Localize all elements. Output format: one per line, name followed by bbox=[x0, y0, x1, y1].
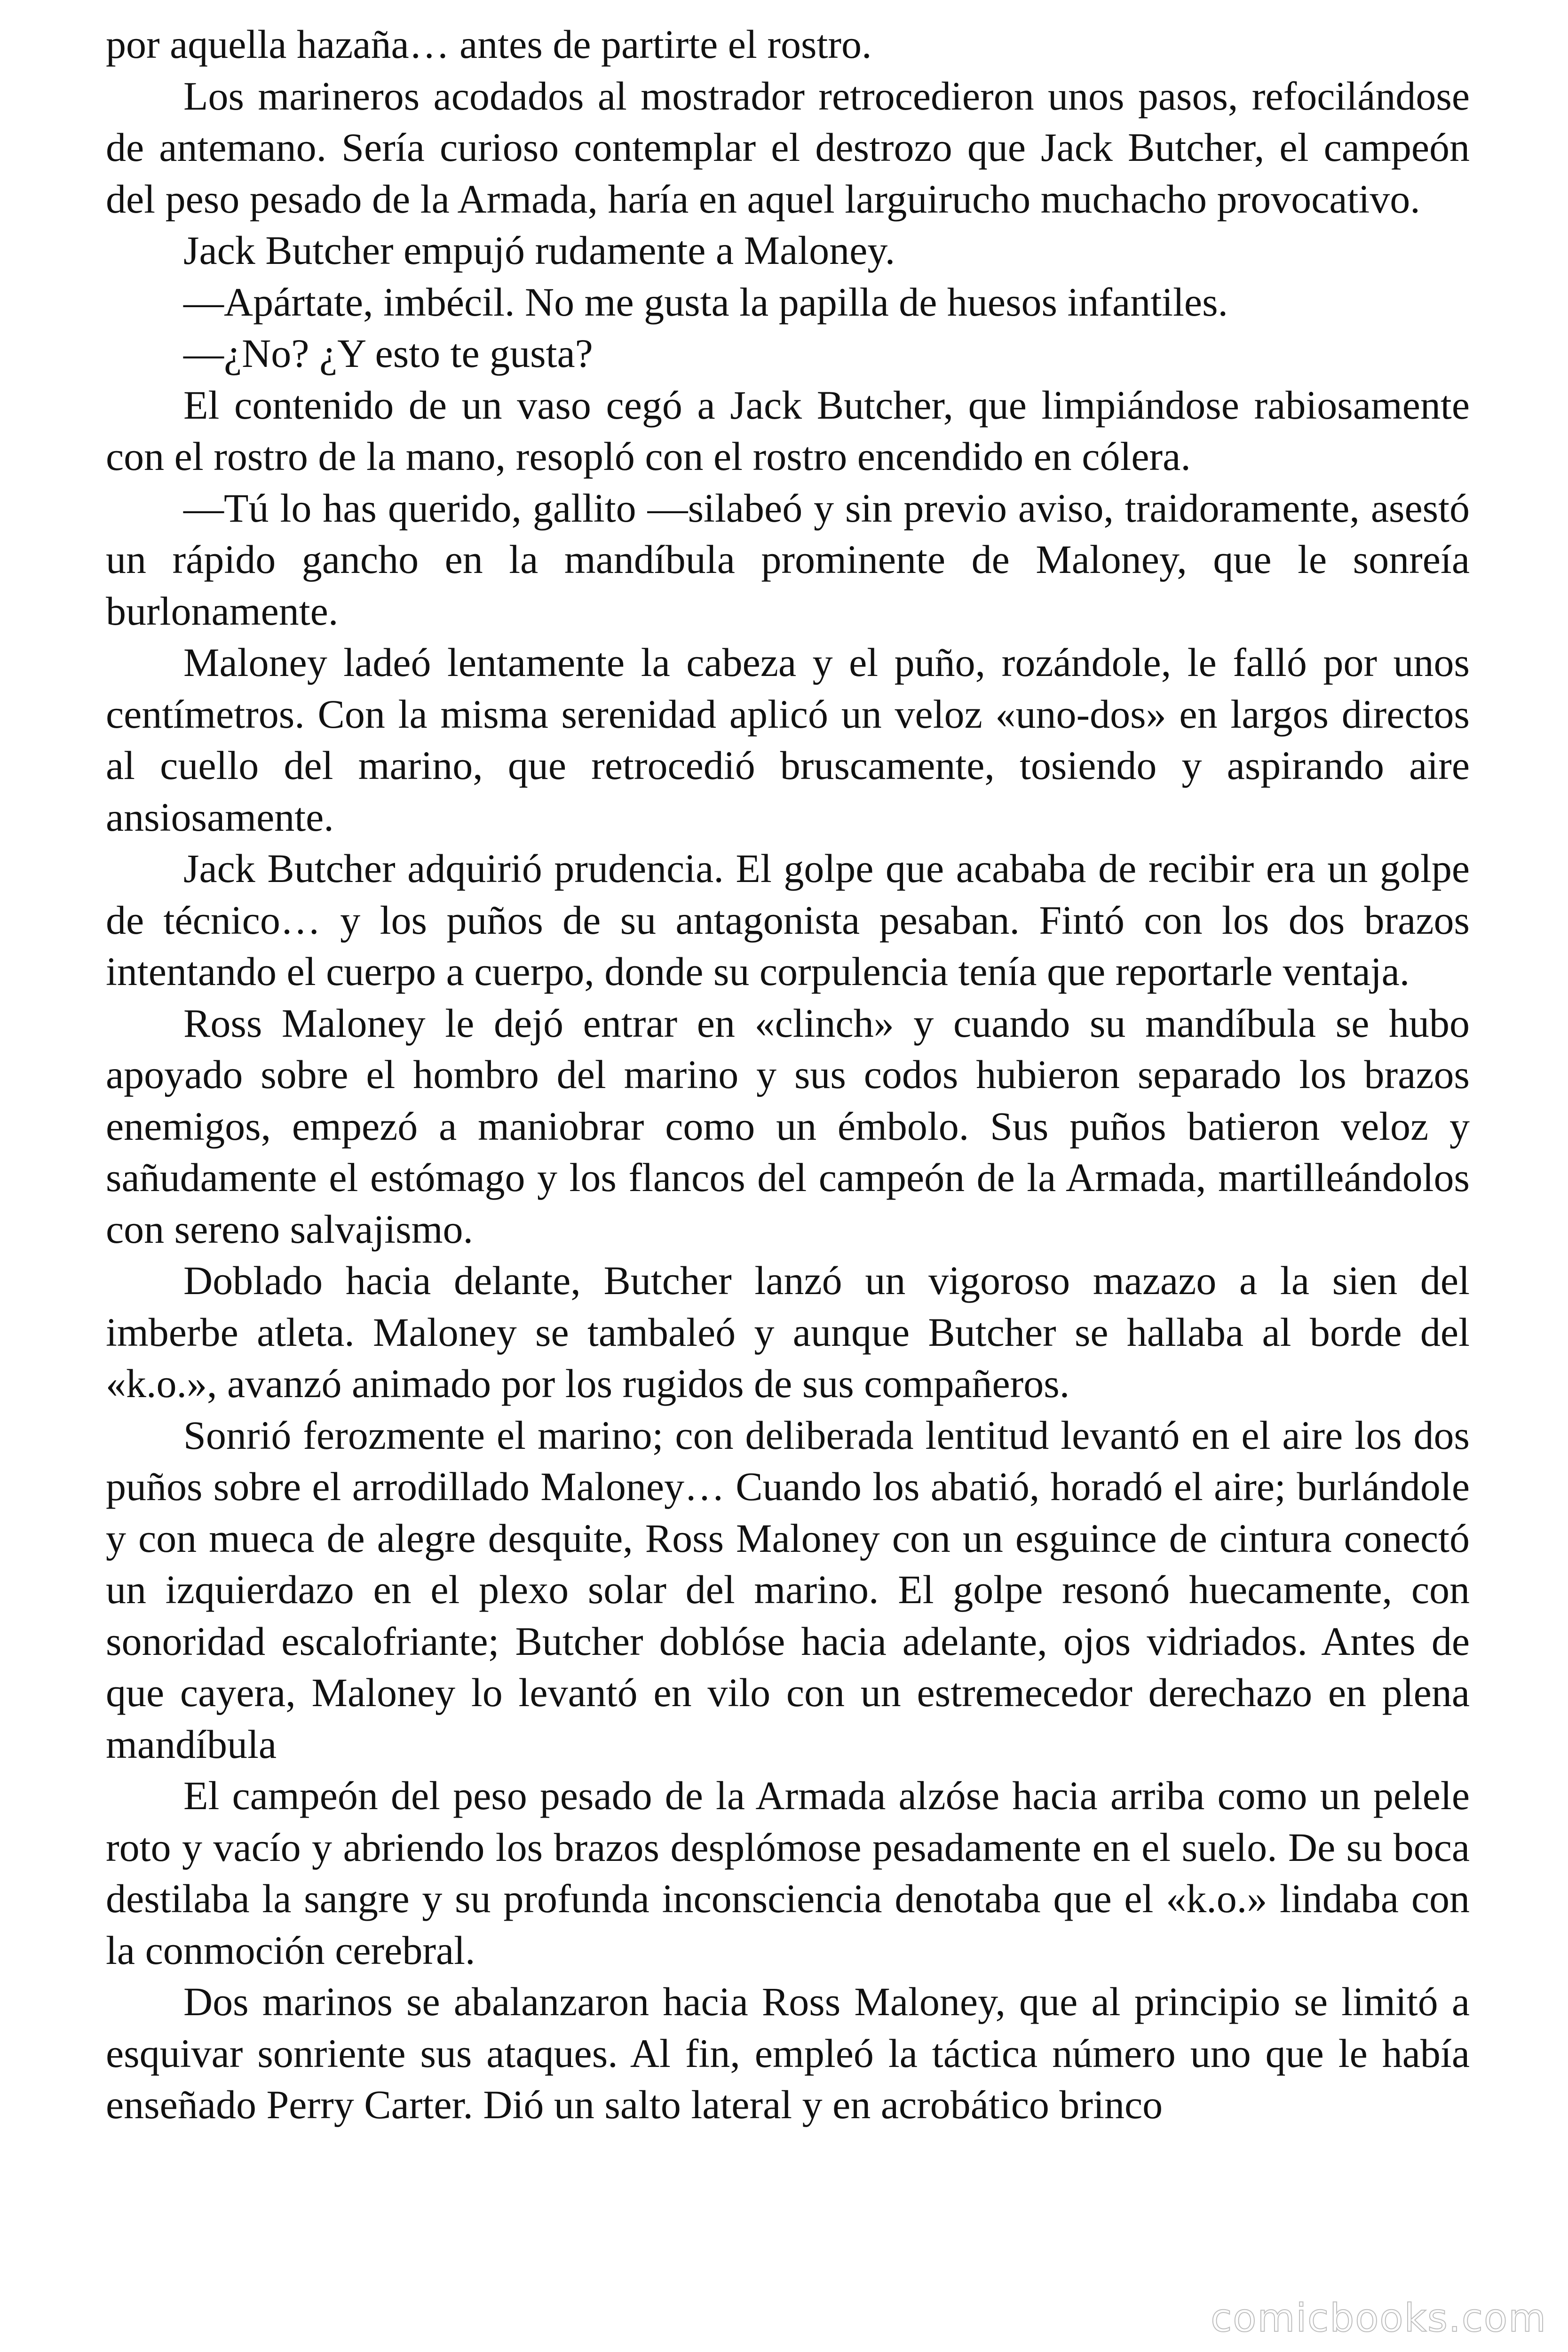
paragraph: —Tú lo has querido, gallito —silabeó y sin previo aviso, traidoramente, asestó un rápido gancho en la mandíbula prominente de Maloney, que le sonreía burlonamente. bbox=[106, 485, 1470, 634]
paragraph: Doblado hacia delante, Butcher lanzó un vigoroso mazazo a la sien del imberbe atleta. Maloney se tambaleó y aunque Butcher se hallaba al borde del «k.o.», avanzó animado por los rugidos de sus compañeros. bbox=[106, 1258, 1470, 1406]
paragraph-continuation: por aquella hazaña… antes de partirte el rostro. bbox=[106, 22, 872, 67]
paragraph: Jack Butcher adquirió prudencia. El golpe que acababa de recibir era un golpe de técnico… y los puños de su antagonista pesaban. Fintó con los dos brazos intentando el cuerpo a cuerpo, donde su corpulencia tenía que reportarle ventaja. bbox=[106, 846, 1470, 994]
watermark: comicbooks.com bbox=[1211, 2296, 1547, 2341]
paragraph: —Apártate, imbécil. No me gusta la papilla de huesos infantiles. bbox=[183, 279, 1228, 325]
paragraph: Dos marinos se abalanzaron hacia Ross Maloney, que al principio se limitó a esquivar sonriente sus ataques. Al fin, empleó la táctica número uno que le había enseñado Perry Carter. Dió un salto lateral y en acrobático brinco bbox=[106, 1979, 1470, 2127]
paragraph: El contenido de un vaso cegó a Jack Butcher, que limpiándose rabiosamente con el rostro de la mano, resopló con el rostro encendido en cólera. bbox=[106, 382, 1470, 479]
paragraph: Maloney ladeó lentamente la cabeza y el puño, rozándole, le falló por unos centímetros. Con la misma serenidad aplicó un veloz «uno-dos» en largos directos al cuello del marino, que retrocedió bruscamente, tosiendo y aspirando aire ansiosamente. bbox=[106, 640, 1470, 840]
paragraph: Los marineros acodados al mostrador retrocedieron unos pasos, refocilándose de antemano. Sería curioso contemplar el destrozo que Jack Butcher, el campeón del peso pesado de la Armada, haría en aquel larguirucho muchacho provocativo. bbox=[106, 73, 1470, 222]
page-body bbox=[106, 19, 1470, 2131]
paragraph: Ross Maloney le dejó entrar en «clinch» y cuando su mandíbula se hubo apoyado sobre el hombro del marino y sus codos hubieron separado los brazos enemigos, empezó a maniobrar como un émbolo. Sus puños batieron veloz y sañudamente el estómago y los flancos del campeón de la Armada, martilleándolos con sereno salvajismo. bbox=[106, 1000, 1470, 1252]
paragraph: Sonrió ferozmente el marino; con deliberada lentitud levantó en el aire los dos puños sobre el arrodillado Maloney… Cuando los abatió, horadó el aire; burlándole y con mueca de alegre desquite, Ross Maloney con un esguince de cintura conectó un izquierdazo en el plexo solar del marino. El golpe resonó huecamente, con sonoridad escalofriante; Butcher doblóse hacia adelante, ojos vidriados. Antes de que cayera, Maloney lo levantó en vilo con un estremecedor derechazo en plena mandíbula bbox=[106, 1412, 1470, 1767]
paragraph: El campeón del peso pesado de la Armada alzóse hacia arriba como un pelele roto y vacío y abriendo los brazos desplómose pesadamente en el suelo. De su boca destilaba la sangre y su profunda inconsciencia denotaba que el «k.o.» lindaba con la conmoción cerebral. bbox=[106, 1773, 1470, 1973]
paragraph: —¿No? ¿Y esto te gusta? bbox=[183, 331, 593, 376]
paragraph: Jack Butcher empujó rudamente a Maloney. bbox=[183, 228, 895, 273]
